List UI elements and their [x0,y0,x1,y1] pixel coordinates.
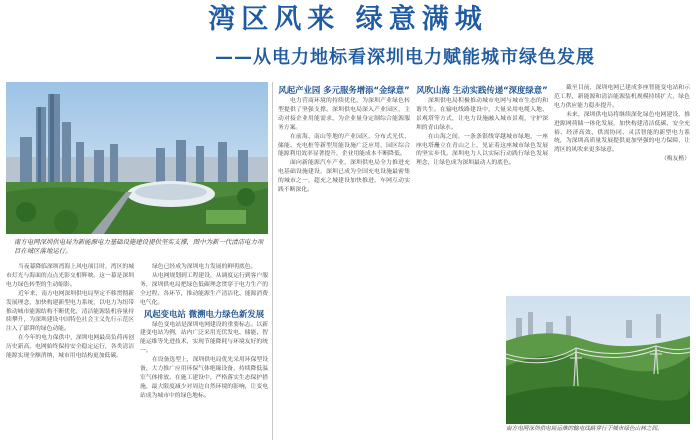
col5-paragraph: 未来，深圳供电局将继续深化绿色电网建设，推进源网荷储一体化发展，加快构建清洁低碳、安全充裕、经济高效、供需协同、灵活智能的新型电力系统，为深圳高质量发展提供更加坚强的电力保障，让湾区的风吹来更多绿意。 [554,111,690,154]
col3-paragraph: 电力营商环境的持续优化，为深圳产业绿色转型提供了坚强支撑。深圳供电局深入产业园区，主动对接企业用能需求，为企业量身定制综合能源服务方案。 [278,98,410,131]
col1-paragraph: 在今年的电力保供中，深圳电网最高负荷再创历史新高，电网始终保持安全稳定运行，各类清洁能源实现全额消纳，城市用电结构更加低碳。 [6,335,134,360]
col4-paragraph: 在山海之间，一条条银线穿越城市绿地，一座座电塔矗立在青山之上，见证着这座城市绿色发展的坚实步伐。深圳电力人以实际行动践行绿色发展理念，让绿色成为深圳最动人的底色。 [416,133,548,167]
photo-caption-right: 南方电网深圳供电局运维的输电线路穿行于城市绿色山林之间。 [506,426,663,432]
col2-paragraph: 绿色已经成为深圳电力发展的鲜明底色。 [152,264,257,270]
photo-caption-left: 南方电网深圳供电局为新能源电力基础设施建设提供坚实支撑，图中为新一代清洁电力项目在城区落地运行。 [14,238,264,255]
col3-paragraph: 面向新能源汽车产业，深圳供电局全力推进充电基础设施建设，深圳已成为全国充电设施最密集的城市之一，超充之城建设加快推进，车网互动实践不断深化。 [278,160,410,194]
col5-paragraph: 截至目前，深圳电网已建成多座智能变电站和示范工程，新能源和清洁能源装机规模持续扩大，绿色电力供应能力稳步提升。 [554,85,690,109]
col1-paragraph: 当夜幕降临深圳湾海上风电项目时，湾区的城市灯光与海面的点点光影交相辉映。这一幕是深圳电力绿色转型的生动缩影。 [6,264,134,288]
col3-paragraph: 在前海、南山等地的产业园区，分布式光伏、储能、充电桩等新型用能设施广泛应用，园区综合能源利用效率显著提升，企业用能成本不断降低。 [278,133,410,158]
section-heading-substation: 风起变电站 微溯电力绿色新发展 [143,308,265,319]
power-lines-hills-photo [506,296,690,424]
byline: （梅友楷） [661,156,690,163]
col1-paragraph: 近年来，南方电网深圳供电局坚定不移贯彻新发展理念，加快构建新型电力系统，以电力为纽带推动城市能源结构不断优化，清洁能源装机容量持续攀升，为深圳建设中国特色社会主义先行示范区注入了澎湃的绿色动能。 [6,290,134,333]
article-column-1 [6,263,134,441]
column-divider [272,82,273,440]
col2-paragraph: 从电网规划到工程建设，从调度运行到客户服务，深圳供电局把绿色低碳理念贯穿于电力生产的全过程、各环节，推动能源生产清洁化、能源消费电气化。 [140,272,268,306]
article-column-2 [140,263,268,441]
section-heading-mountain-sea: 风吹山海 生动实践传递“深度绿意” [416,85,548,95]
headline: 湾区风来 绿意满城 [208,4,488,35]
article-column-5 [554,84,690,298]
city-skyline-photo [6,82,268,234]
article-column-3 [278,84,410,440]
col2-paragraph: 绿色变电站是深圳电网建设的重要标志。以新建变电站为例，站内广泛采用光伏发电、储能、智能运维等先进技术，实现节能降耗与环境友好的统一。 [140,321,268,355]
col4-paragraph: 深圳供电局积极推动城市电网与城市生态的和谐共生。在输电线路建设中，大量采用电缆入地、景观塔等方式，让电力设施融入城市景观，守护深圳的青山绿水。 [416,98,548,131]
subheadline: ——从电力地标看深圳电力赋能城市绿色发展 [215,47,595,68]
col2-paragraph: 在设备选型上，深圳供电局优先采用环保型设备，大力推广应用环保气体绝缘设备，持续降低温室气体排放。在施工建设中，严格落实生态保护措施，最大限度减少对周边自然环境的影响，让变电站成为城市中的绿色地标。 [140,357,268,399]
section-heading-industrial-park: 风起产业园 多元服务增添“金绿意” [278,85,410,95]
